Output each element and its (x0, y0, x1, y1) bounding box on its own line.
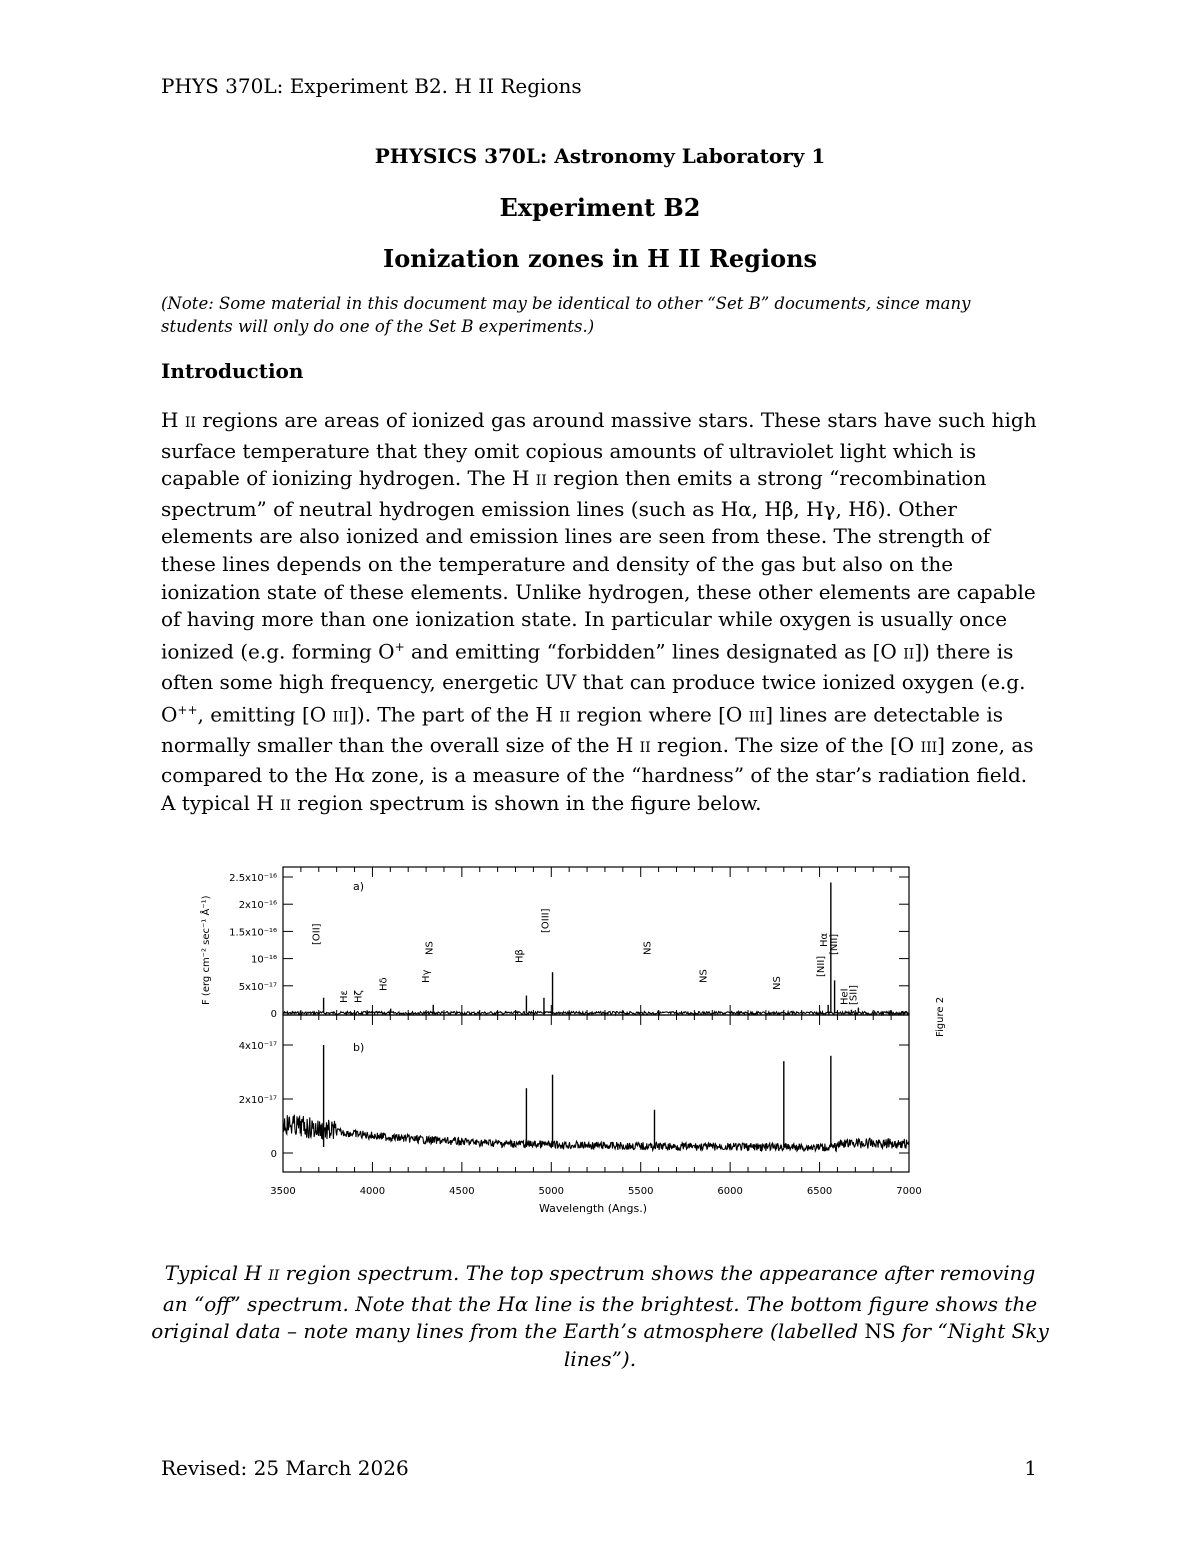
x-axis-title: Wavelength (Angs.) (538, 1202, 648, 1215)
spectrum-chart (195, 855, 965, 1220)
x-tick-label: 5500 (627, 1186, 654, 1197)
line-label-oii: [OII] (311, 923, 323, 945)
line-labels (312, 908, 860, 1005)
line-label-oiii: [OIII] (540, 908, 552, 933)
y-tick-label-top: 5x10⁻¹⁷ (238, 981, 277, 993)
line-label-sii: [SII] (848, 984, 860, 1005)
y-tick-label-top: 0 (270, 1009, 277, 1020)
panel-a-label: a) (353, 880, 365, 893)
y-tick-label-bottom: 0 (270, 1149, 277, 1160)
x-tick-label: 4500 (449, 1186, 475, 1197)
y-tick-label-top: 2.5x10⁻¹⁶ (229, 873, 277, 884)
spectrum-top-line (283, 1012, 909, 1015)
line-label-hgamma: Hγ (421, 969, 433, 983)
line-label-nii2: [NII] (829, 933, 840, 955)
section-heading: Introduction (161, 359, 304, 383)
x-tick-label: 3500 (270, 1186, 296, 1197)
x-tick-label: 6500 (806, 1186, 833, 1197)
line-label-ns3: NS (698, 969, 710, 983)
x-tick-labels (270, 1186, 921, 1197)
course-title: PHYSICS 370L: Astronomy Laboratory 1 (374, 144, 826, 168)
x-tick-label: 6000 (717, 1186, 743, 1197)
x-tick-label: 7000 (896, 1186, 922, 1197)
y-tick-label-bottom: 2x10⁻¹⁷ (238, 1095, 277, 1106)
line-label-hz: Hζ (353, 990, 365, 1003)
line-label-ns4: NS (771, 976, 783, 990)
running-header: PHYS 370L: Experiment B2. H II Regions (161, 74, 582, 98)
experiment-title: Experiment B2 (499, 193, 701, 222)
line-label-ns1: NS (424, 941, 436, 955)
spectrum-bottom-line (283, 1115, 909, 1152)
line-label-hbeta: Hβ (514, 949, 526, 963)
y-tick-label-top: 1.5x10⁻¹⁶ (229, 927, 277, 939)
panel-b-label: b) (353, 1041, 365, 1054)
line-label-heps: Hε (339, 990, 350, 1003)
line-label-nii1: [NII] (816, 955, 828, 977)
panel-a-frame (283, 867, 909, 1015)
spectrum-figure (195, 855, 965, 1220)
y-axis-title: F (erg cm⁻² sec⁻¹ Å⁻¹) (201, 895, 212, 1005)
figure-side-label: Figure 2 (935, 996, 946, 1037)
revision-date: Revised: 25 March 2026 (161, 1456, 409, 1480)
x-tick-label: 4000 (359, 1186, 386, 1197)
y-tick-label-bottom: 4x10⁻¹⁷ (238, 1041, 277, 1052)
y-tick-labels (229, 873, 277, 1160)
axis-ticks (283, 867, 909, 1172)
intro-paragraph: H II regions are areas of ionized gas around massive stars. These stars have such high surface temperature that they omit copious amounts of ultraviolet light which is capable of ionizing hydrogen. The H II region then emits a strong “recombination spectrum” of neutral hydrogen emission lines (such as Hα, Hβ, Hγ, Hδ). Other elements are also ionized and emission lines are seen from these. The strength of these lines depends on the temperature and density of the gas but also on the ionization state of these elements. Unlike hydrogen, these other elements are capable of having more than one ionization state. In particular while oxygen is usually once ionized (e.g. forming O+ and emitting “forbidden” lines designated as [O II]) there is often some high frequency, energetic UV that can produce twice ionized oxygen (e.g. O++, emitting [O III]). The part of the H II region where [O III] lines are detectable is normally smaller than the overall size of the H II region. The size of the [O III] zone, as compared to the Hα zone, is a measure of the “hardness” of the star’s radiation field. A typical H II region spectrum is shown in the figure below. (161, 408, 1037, 816)
line-label-hdelta: Hδ (378, 977, 390, 991)
page-number: 1 (1024, 1456, 1037, 1480)
note-paragraph: (Note: Some material in this document may be identical to other “Set B” documents, since many students will only do one of the Set B experiments.) (161, 294, 971, 336)
line-label-halpha: Hα (818, 932, 830, 947)
topic-title: Ionization zones in H II Regions (382, 244, 818, 273)
line-label-hei: HeI (839, 988, 851, 1005)
x-tick-label: 5000 (538, 1186, 565, 1197)
line-label-ns2: NS (642, 941, 654, 955)
y-tick-label-top: 2x10⁻¹⁶ (238, 900, 277, 912)
y-tick-label-top: 10⁻¹⁶ (250, 954, 277, 966)
figure-caption: Typical H II region spectrum. The top spectrum shows the appearance after removing an “off” spectrum. Note that the Hα line is the brightest. The bottom figure shows the original data – note many lines from the Earth’s atmosphere (labelled NS for “Night Sky lines”). (151, 1261, 1049, 1371)
